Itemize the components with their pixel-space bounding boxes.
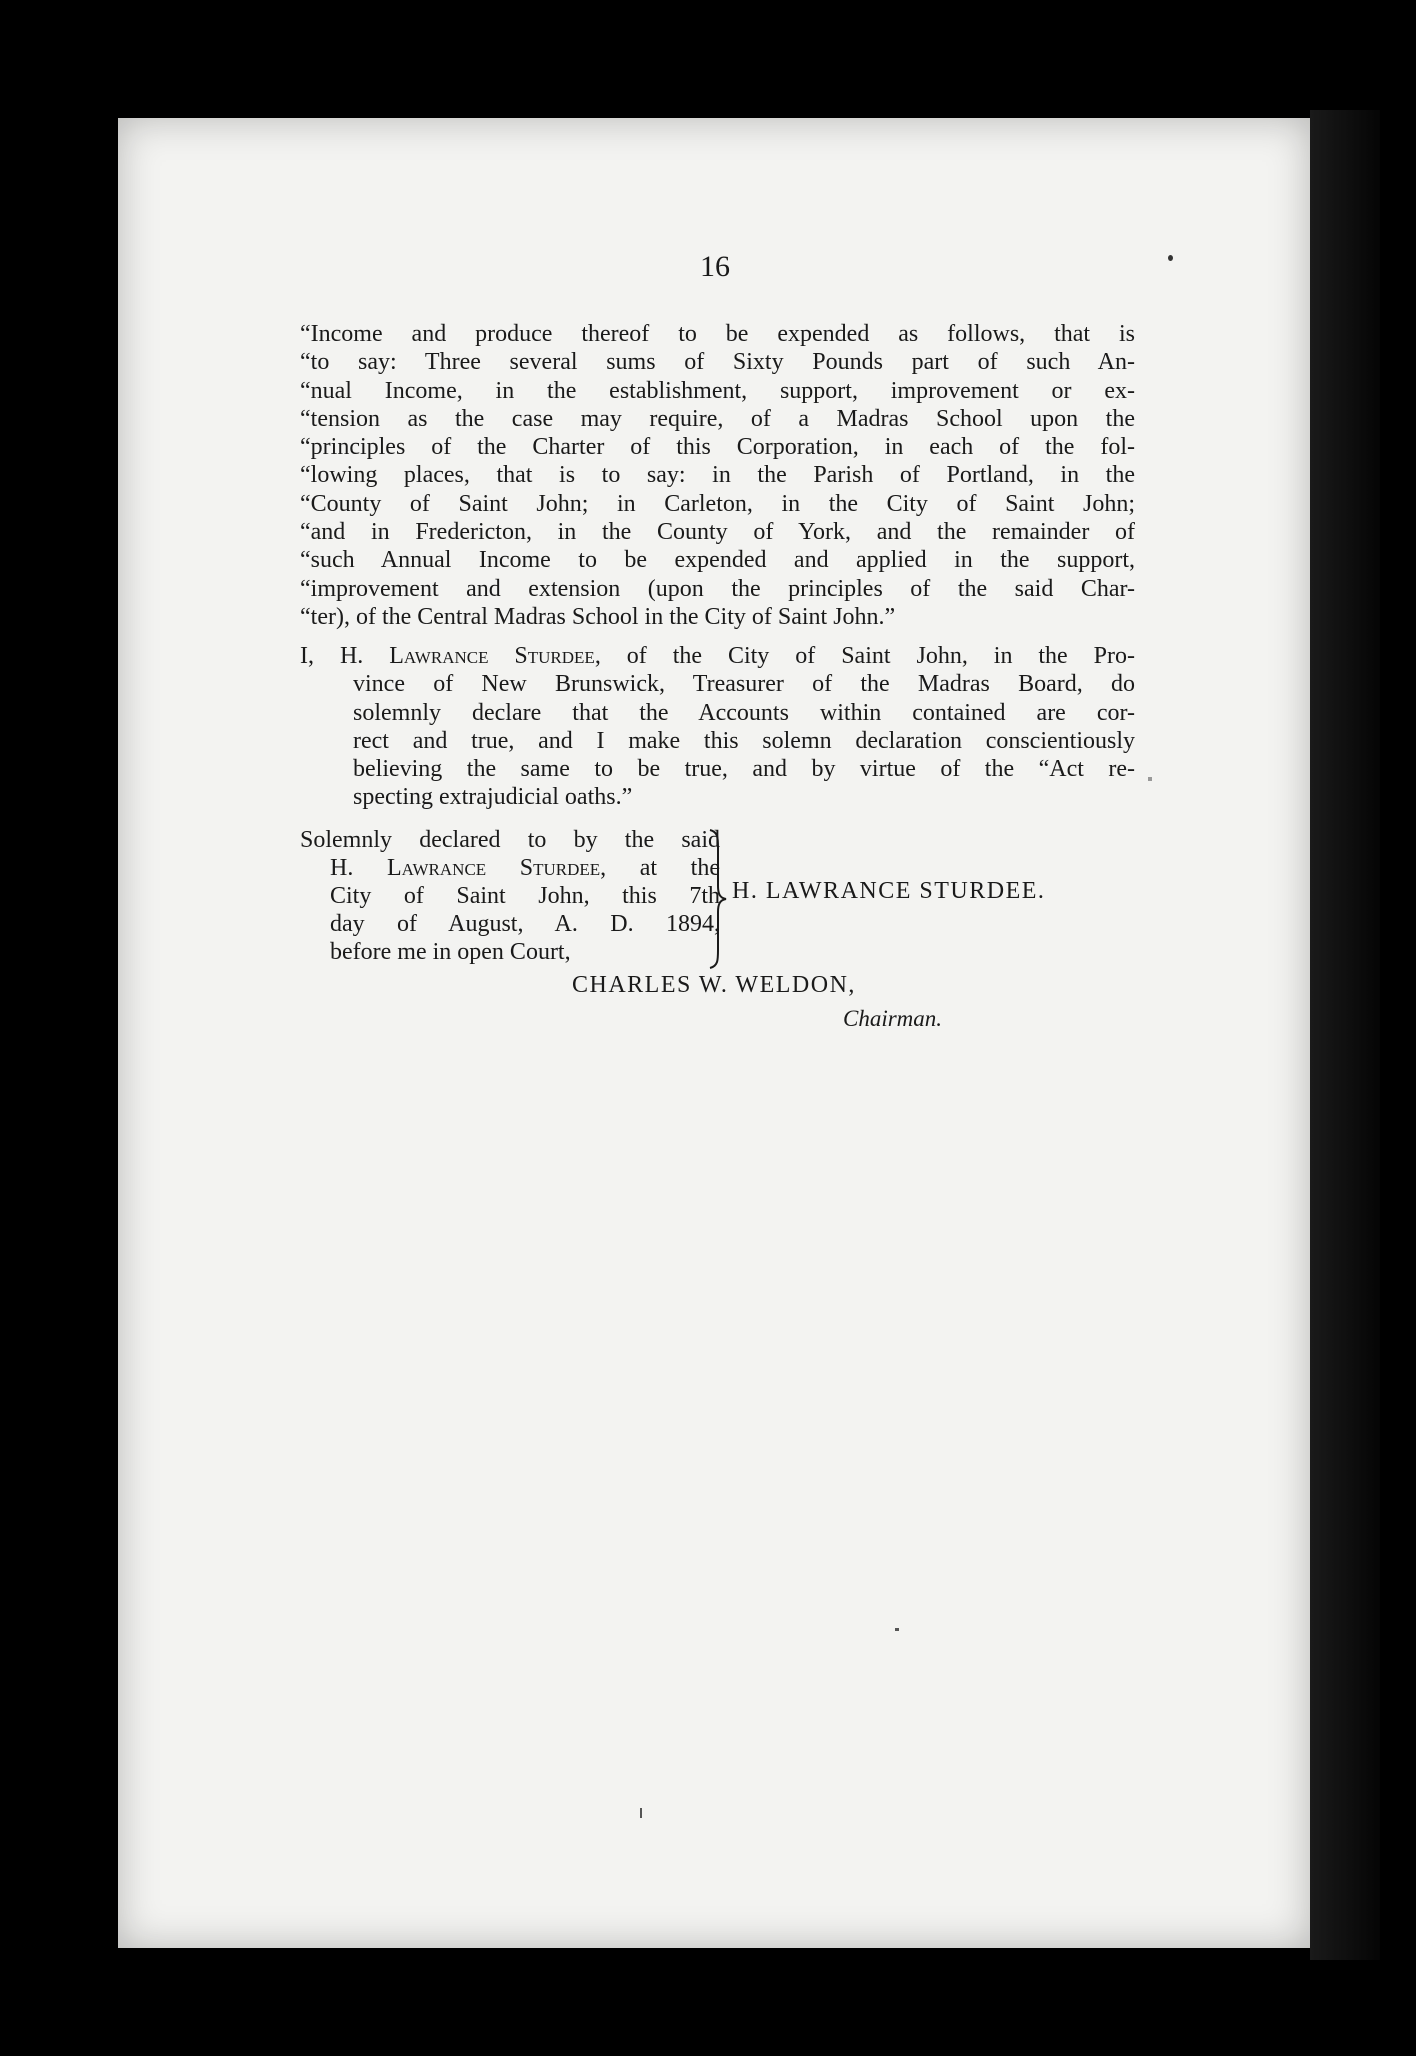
chairman-name: CHARLES W. WELDON,	[572, 972, 856, 998]
paragraph-line: “improvement and extension (upon the principles of the said Char-	[300, 575, 1135, 602]
paragraph-line: specting extrajudicial oaths.”	[353, 784, 633, 811]
paragraph-line: “ter), of the Central Madras School in the City of Saint John.”	[300, 603, 896, 630]
jurat-line: City of Saint John, this 7th	[330, 883, 720, 909]
jurat-block	[300, 826, 720, 966]
declarant-name: Lawrance Sturdee	[389, 643, 595, 669]
page-shadow-edge	[1310, 110, 1380, 1960]
paragraph-line: “Income and produce thereof to be expended as follows, that is	[300, 321, 1135, 347]
paragraph-line: “to say: Three several sums of Sixty Pounds part of such An-	[300, 349, 1135, 376]
jurat-line: before me in open Court,	[330, 939, 571, 965]
jurat-prefix: H.	[330, 855, 387, 881]
page-number: 16	[700, 250, 730, 283]
paragraph-line: “principles of the Charter of this Corporation, in each of the fol-	[300, 434, 1135, 461]
paragraph-line: “County of Saint John; in Carleton, in the City of Saint John;	[300, 490, 1135, 517]
paragraph-line: “tension as the case may require, of a Madras School upon the	[300, 405, 1135, 432]
ink-speck	[1148, 777, 1152, 781]
paragraph-line: believing the same to be true, and by virtue of the “Act re-	[353, 756, 1135, 783]
jurat-line	[300, 854, 720, 882]
ink-speck	[640, 1808, 642, 1818]
jurat-name: Lawrance Sturdee	[386, 855, 601, 881]
signatory-name: H. LAWRANCE STURDEE.	[732, 878, 1046, 904]
treasurer-declaration	[300, 642, 1135, 812]
ink-speck	[1168, 255, 1173, 261]
quoted-charter-paragraph	[300, 320, 1135, 631]
jurat-line: Solemnly declared to by the said	[300, 827, 720, 853]
paragraph-line: “nual Income, in the establishment, support, improvement or ex-	[300, 377, 1135, 404]
declaration-prefix: I, H.	[300, 643, 390, 669]
jurat-line: day of August, A. D. 1894,	[330, 911, 720, 937]
chairman-title: Chairman.	[843, 1006, 943, 1031]
paragraph-line: “lowing places, that is to say: in the Parish of Portland, in the	[300, 462, 1135, 489]
paragraph-line: rect and true, and I make this solemn declaration conscientiously	[353, 727, 1135, 754]
declaration-first-line	[300, 642, 1135, 670]
paragraph-line: “such Annual Income to be expended and applied in the support,	[300, 547, 1135, 574]
jurat-suffix: , at the	[600, 855, 720, 881]
paragraph-line: vince of New Brunswick, Treasurer of the Madras Board, do	[353, 671, 1135, 698]
right-brace-icon	[706, 828, 730, 970]
ink-speck	[895, 1628, 899, 1631]
declaration-first-line-rest: , of the City of Saint John, in the Pro-	[594, 643, 1135, 669]
paragraph-line: “and in Fredericton, in the County of York, and the remainder of	[300, 519, 1135, 546]
paragraph-line: solemnly declare that the Accounts within contained are cor-	[353, 699, 1135, 726]
